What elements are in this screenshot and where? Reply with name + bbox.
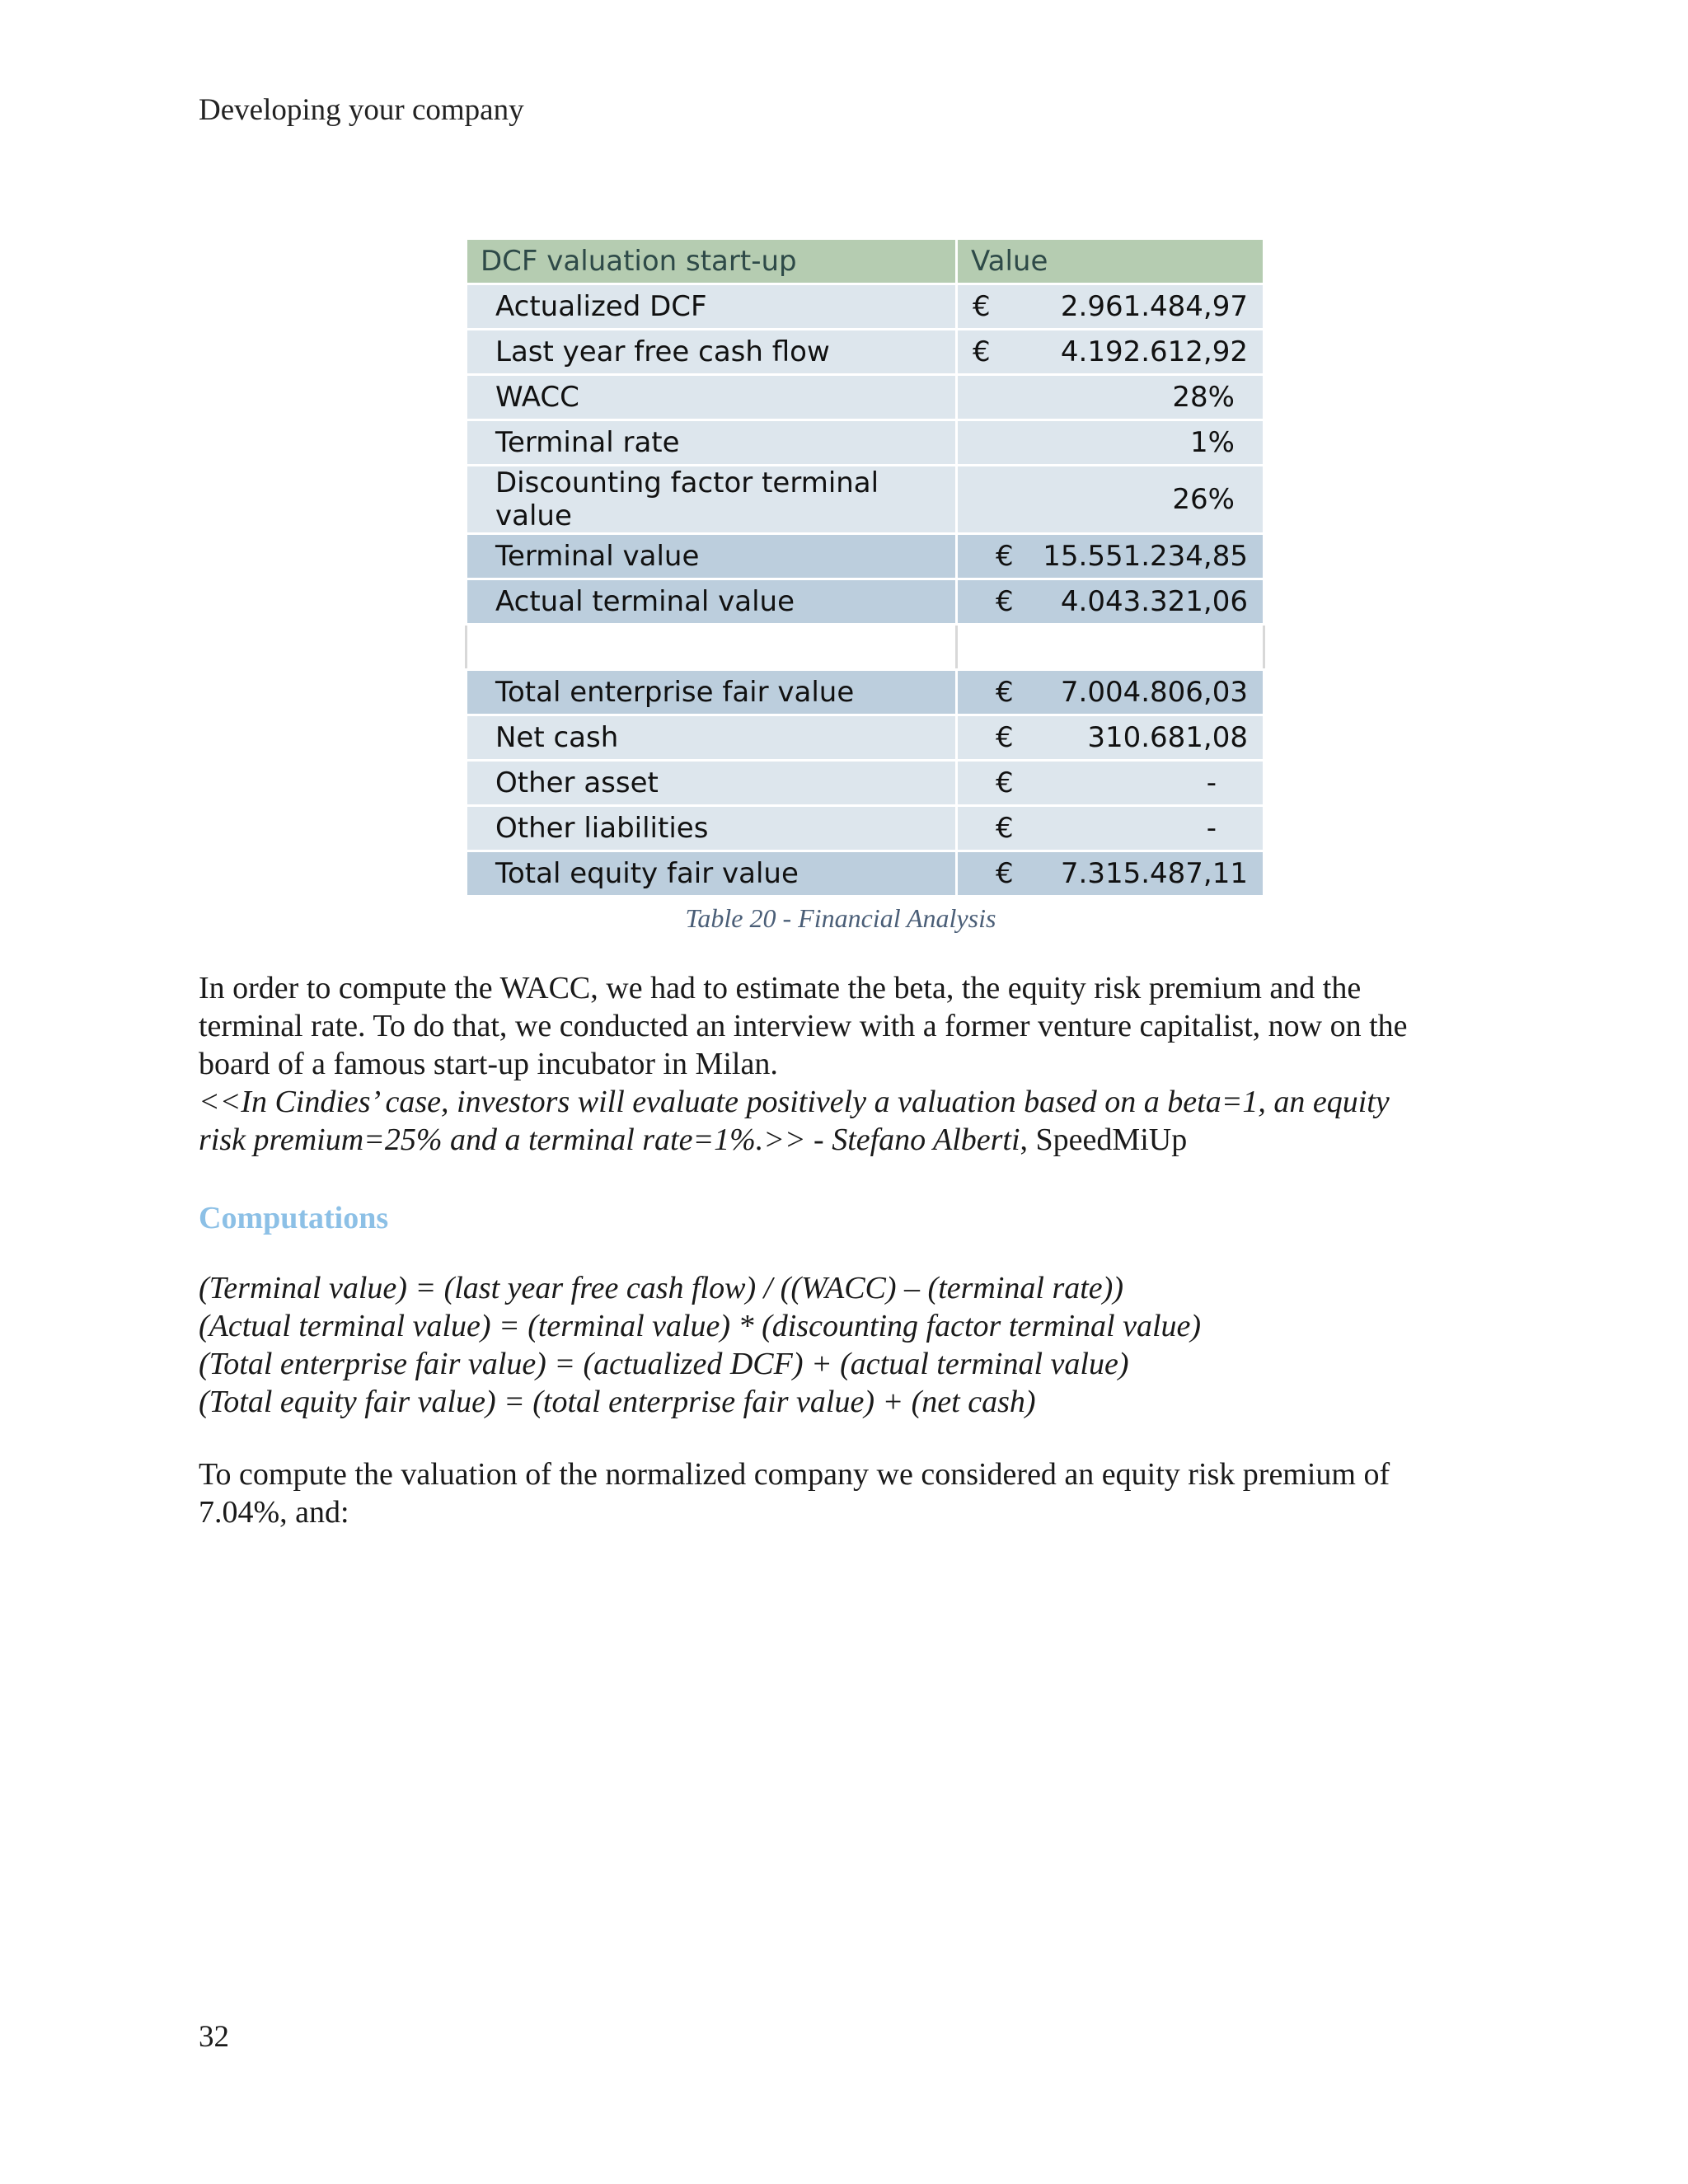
formula-line: (Terminal value) = (last year free cash flow) / ((WACC) – (terminal rate)) bbox=[199, 1271, 1123, 1305]
table-row bbox=[467, 670, 1264, 715]
row-value: 1% bbox=[1190, 426, 1235, 459]
table-header-row bbox=[467, 239, 1264, 284]
row-label: Total enterprise fair value bbox=[467, 670, 957, 715]
row-label: Net cash bbox=[467, 715, 957, 761]
intro-line: terminal rate. To do that, we conducted an interview with a former venture capitalist, now on the bbox=[199, 1009, 1408, 1043]
row-value: 4.043.321,06 bbox=[1060, 585, 1248, 618]
row-label: WACC bbox=[467, 375, 957, 420]
formula-line: (Total equity fair value) = (total enterprise fair value) + (net cash) bbox=[199, 1385, 1036, 1419]
table-row bbox=[467, 375, 1264, 420]
formula-line: (Actual terminal value) = (terminal value) * (discounting factor terminal value) bbox=[199, 1309, 1202, 1343]
table-caption: Table 20 - Financial Analysis bbox=[685, 903, 996, 933]
currency-symbol: € bbox=[996, 585, 1014, 618]
currency-symbol: € bbox=[996, 812, 1014, 845]
table-row bbox=[467, 806, 1264, 851]
table-spacer-row bbox=[467, 625, 1264, 670]
row-label: Other liabilities bbox=[467, 806, 957, 851]
table-row bbox=[467, 284, 1264, 330]
currency-symbol: € bbox=[973, 290, 991, 323]
running-header: Developing your company bbox=[199, 93, 524, 127]
currency-symbol: € bbox=[996, 540, 1014, 573]
table-row bbox=[467, 534, 1264, 579]
currency-symbol: € bbox=[996, 721, 1014, 754]
row-value: - bbox=[1206, 812, 1217, 845]
currency-symbol: € bbox=[996, 766, 1014, 799]
row-label: Terminal value bbox=[467, 534, 957, 579]
formula-list bbox=[199, 1269, 1201, 1421]
currency-symbol: € bbox=[973, 335, 991, 368]
row-label: Total equity fair value bbox=[467, 851, 957, 897]
table-row bbox=[467, 761, 1264, 806]
table-row bbox=[467, 715, 1264, 761]
row-value: 28% bbox=[1172, 381, 1235, 414]
intro-line: In order to compute the WACC, we had to estimate the beta, the equity risk premium and the bbox=[199, 971, 1362, 1005]
currency-symbol: € bbox=[996, 676, 1014, 709]
header-label: DCF valuation start-up bbox=[467, 239, 957, 284]
closing-paragraph bbox=[199, 1455, 1491, 1531]
row-value: - bbox=[1206, 766, 1217, 799]
computations-heading: Computations bbox=[199, 1201, 389, 1235]
table-row bbox=[467, 851, 1264, 897]
row-value: 7.004.806,03 bbox=[1060, 676, 1248, 709]
row-value: 2.961.484,97 bbox=[1060, 290, 1248, 323]
currency-symbol: € bbox=[996, 857, 1014, 890]
quote-source: , SpeedMiUp bbox=[1020, 1122, 1188, 1157]
closing-line: To compute the valuation of the normalized company we considered an equity risk premium of bbox=[199, 1457, 1390, 1492]
row-label: Actualized DCF bbox=[467, 284, 957, 330]
row-value: 7.315.487,11 bbox=[1060, 857, 1248, 890]
header-value: Value bbox=[957, 239, 1264, 284]
page-number: 32 bbox=[199, 2020, 229, 2054]
row-value: 15.551.234,85 bbox=[1043, 540, 1248, 573]
row-value: 26% bbox=[1172, 483, 1235, 516]
table-row bbox=[467, 579, 1264, 625]
formula-line: (Total enterprise fair value) = (actualized DCF) + (actual terminal value) bbox=[199, 1347, 1129, 1381]
quote-line: <<In Cindies’ case, investors will evaluate positively a valuation based on a beta=1, an equity bbox=[199, 1085, 1390, 1119]
intro-paragraph bbox=[199, 969, 1491, 1159]
row-value: 4.192.612,92 bbox=[1060, 335, 1248, 368]
quote-line: risk premium=25% and a terminal rate=1%.>> - Stefano Alberti bbox=[199, 1122, 1020, 1157]
row-label: Other asset bbox=[467, 761, 957, 806]
dcf-valuation-table bbox=[465, 237, 1265, 898]
closing-line: 7.04%, and: bbox=[199, 1495, 349, 1530]
row-label: Terminal rate bbox=[467, 420, 957, 466]
table-row bbox=[467, 330, 1264, 375]
table-row bbox=[467, 466, 1264, 534]
row-value: 310.681,08 bbox=[1087, 721, 1248, 754]
row-label: Last year free cash flow bbox=[467, 330, 957, 375]
table-row bbox=[467, 420, 1264, 466]
row-label: Discounting factor terminal value bbox=[467, 466, 957, 534]
row-label: Actual terminal value bbox=[467, 579, 957, 625]
intro-line: board of a famous start-up incubator in Milan. bbox=[199, 1047, 778, 1081]
